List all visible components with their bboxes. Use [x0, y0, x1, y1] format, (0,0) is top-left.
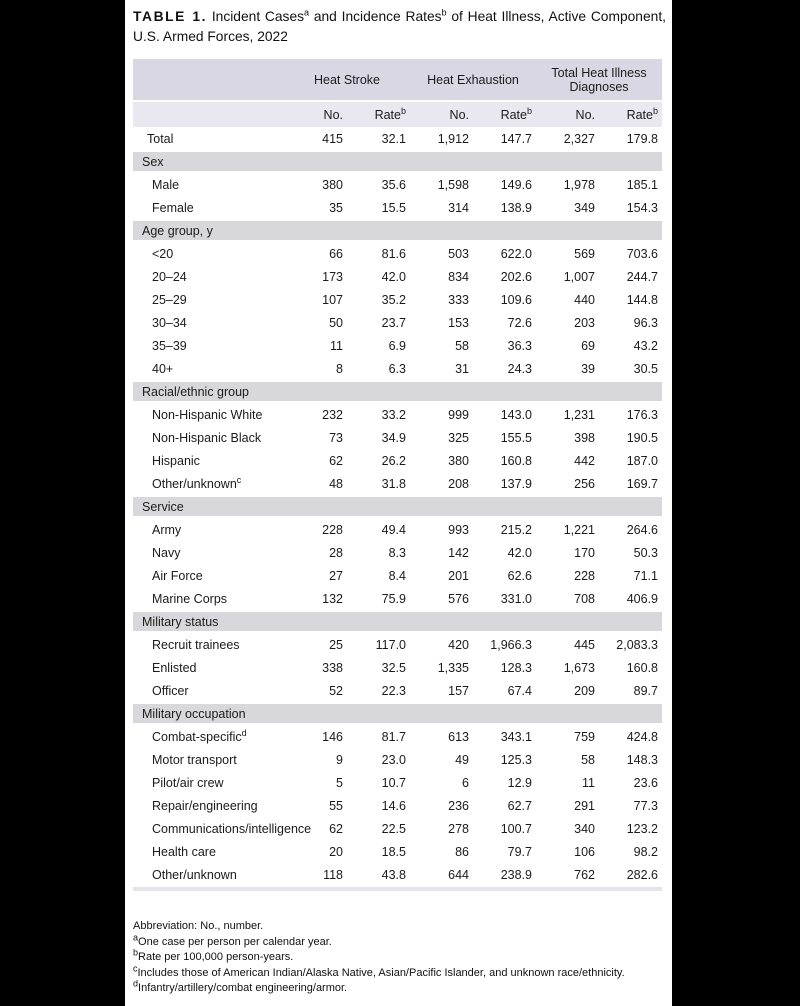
cell-value: 349 [574, 200, 595, 215]
cell-value: 185.1 [626, 177, 658, 192]
cell-value: 77.3 [633, 798, 658, 813]
cell-value: 62 [329, 821, 343, 836]
cell-value: 62 [329, 453, 343, 468]
footnote-line: $^a$One case per person per calendar year. [133, 931, 332, 948]
column-group-total-heat-illness: Total Heat Illness Diagnoses [551, 65, 647, 94]
row-label: Health care [152, 844, 216, 859]
cell-value: 23.6 [633, 775, 658, 790]
section-row [133, 150, 662, 173]
row-footnote-marker: d [241, 727, 247, 738]
cell-value: 18.5 [381, 844, 406, 859]
cell-value: 143.0 [500, 407, 532, 422]
cell-value: 264.6 [626, 522, 658, 537]
cell-value: 1,598 [437, 177, 469, 192]
cell-value: 62.6 [507, 568, 532, 583]
cell-value: 98.2 [633, 844, 658, 859]
cell-value: 703.6 [626, 246, 658, 261]
cell-value: 644 [448, 867, 469, 882]
cell-value: 442 [574, 453, 595, 468]
rate-footnote-marker: b [400, 105, 406, 116]
table-row [133, 173, 662, 196]
table-row [133, 771, 662, 794]
section-row [133, 495, 662, 518]
cell-value: 49.4 [381, 522, 406, 537]
title-segment: Incident Cases [207, 9, 305, 24]
cell-value: 32.5 [381, 660, 406, 675]
cell-value: 8 [336, 361, 343, 376]
header-spacer [133, 59, 284, 100]
cell-value: 123.2 [626, 821, 658, 836]
cell-value: 30.5 [633, 361, 658, 376]
section-row [133, 219, 662, 242]
section-row [133, 702, 662, 725]
cell-value: 282.6 [626, 867, 658, 882]
cell-value: 32.1 [381, 131, 406, 146]
cell-value: 34.9 [381, 430, 406, 445]
table-row [133, 357, 662, 380]
cell-value: 154.3 [626, 200, 658, 215]
cell-value: 138.9 [500, 200, 532, 215]
cell-value: 58 [581, 752, 595, 767]
page-title [133, 7, 666, 47]
cell-value: 236 [448, 798, 469, 813]
table-row [133, 518, 662, 541]
cell-value: 69 [581, 338, 595, 353]
subheader-rate: Rate$^b$ [500, 105, 532, 122]
cell-value: 86 [455, 844, 469, 859]
footnote-marker: a [133, 931, 139, 942]
cell-value: 1,966.3 [490, 637, 532, 652]
cell-value: 331.0 [500, 591, 532, 606]
title-footnote-marker: a [304, 7, 310, 18]
table-row [133, 656, 662, 679]
table-row [133, 564, 662, 587]
row-label: Army [152, 522, 182, 537]
cell-value: 9 [336, 752, 343, 767]
cell-value: 33.2 [381, 407, 406, 422]
cell-value: 79.7 [507, 844, 532, 859]
rate-footnote-marker: b [652, 105, 658, 116]
table-row [133, 725, 662, 748]
cell-value: 96.3 [633, 315, 658, 330]
cell-value: 146 [322, 729, 343, 744]
row-label: Motor transport [152, 752, 237, 767]
cell-value: 43.2 [633, 338, 658, 353]
cell-value: 291 [574, 798, 595, 813]
row-label: Repair/engineering [152, 798, 258, 813]
cell-value: 190.5 [626, 430, 658, 445]
section-row [133, 380, 662, 403]
cell-value: 55 [329, 798, 343, 813]
cell-value: 62.7 [507, 798, 532, 813]
cell-value: 28 [329, 545, 343, 560]
cell-value: 72.6 [507, 315, 532, 330]
column-group-heat-stroke: Heat Stroke [313, 72, 380, 87]
cell-value: 759 [574, 729, 595, 744]
cell-value: 380 [448, 453, 469, 468]
table-row [133, 472, 662, 495]
cell-value: 36.3 [507, 338, 532, 353]
section-label: Sex [133, 152, 662, 171]
cell-value: 993 [448, 522, 469, 537]
subheader-no: No. [575, 107, 595, 122]
cell-value: 118 [323, 867, 343, 882]
cell-value: 23.0 [381, 752, 406, 767]
cell-value: 100.7 [500, 821, 532, 836]
cell-value: 14.6 [381, 798, 406, 813]
cell-value: 6.9 [388, 338, 406, 353]
table-row [133, 541, 662, 564]
title-footnote-marker: b [441, 7, 447, 18]
cell-value: 81.6 [381, 246, 406, 261]
cell-value: 137.9 [500, 476, 532, 491]
row-label: 35–39 [152, 338, 187, 353]
cell-value: 1,673 [563, 660, 595, 675]
column-group-heat-exhaustion: Heat Exhaustion [427, 72, 519, 87]
cell-value: 39 [581, 361, 595, 376]
cell-value: 149.6 [500, 177, 532, 192]
cell-value: 343.1 [500, 729, 532, 744]
section-label: Military occupation [133, 704, 662, 723]
cell-value: 75.9 [381, 591, 406, 606]
row-label: Total [147, 131, 174, 146]
cell-value: 43.8 [381, 867, 406, 882]
heat-illness-table [133, 59, 662, 891]
cell-value: 314 [448, 200, 469, 215]
table-row [133, 196, 662, 219]
cell-value: 325 [448, 430, 469, 445]
title-segment: and Incidence Rates [309, 9, 442, 24]
cell-value: 708 [574, 591, 595, 606]
row-label: Non-Hispanic White [152, 407, 263, 422]
cell-value: 440 [574, 292, 595, 307]
cell-value: 50 [329, 315, 343, 330]
row-label: 25–29 [152, 292, 187, 307]
table-row [133, 449, 662, 472]
cell-value: 208 [448, 476, 469, 491]
cell-value: 147.7 [500, 131, 532, 146]
cell-value: 106 [574, 844, 595, 859]
cell-value: 170 [574, 545, 595, 560]
cell-value: 834 [448, 269, 469, 284]
cell-value: 26.2 [381, 453, 406, 468]
cell-value: 66 [329, 246, 343, 261]
row-label: Pilot/air crew [152, 775, 224, 790]
cell-value: 576 [448, 591, 469, 606]
cell-value: 31 [455, 361, 469, 376]
cell-value: 81.7 [381, 729, 406, 744]
cell-value: 6 [462, 775, 469, 790]
cell-value: 42.0 [507, 545, 532, 560]
row-label: Enlisted [152, 660, 197, 675]
subheader-no: No. [323, 107, 343, 122]
row-label: 20–24 [152, 269, 187, 284]
row-label: <20 [152, 246, 174, 261]
cell-value: 27 [329, 568, 343, 583]
cell-value: 398 [574, 430, 595, 445]
cell-value: 22.3 [381, 683, 406, 698]
row-label: Navy [152, 545, 181, 560]
document-page [125, 0, 672, 1006]
table-subheader-row [133, 102, 662, 127]
cell-value: 35 [329, 200, 343, 215]
cell-value: 128.3 [500, 660, 532, 675]
cell-value: 8.3 [388, 545, 406, 560]
table-row [133, 817, 662, 840]
cell-value: 1,912 [437, 131, 469, 146]
table-row [133, 587, 662, 610]
cell-value: 31.8 [381, 476, 406, 491]
cell-value: 406.9 [626, 591, 658, 606]
cell-value: 503 [448, 246, 469, 261]
cell-value: 1,231 [563, 407, 595, 422]
cell-value: 203 [574, 315, 595, 330]
row-label: Officer [152, 683, 189, 698]
cell-value: 201 [448, 568, 469, 583]
cell-value: 35.2 [381, 292, 406, 307]
cell-value: 569 [574, 246, 595, 261]
table-row [133, 748, 662, 771]
row-label: 40+ [152, 361, 174, 376]
cell-value: 209 [574, 683, 595, 698]
table-row [133, 426, 662, 449]
footnote-marker: d [133, 978, 139, 989]
cell-value: 228 [322, 522, 343, 537]
table-row [133, 403, 662, 426]
cell-value: 10.7 [381, 775, 406, 790]
cell-value: 6.3 [388, 361, 406, 376]
cell-value: 333 [448, 292, 469, 307]
cell-value: 157 [448, 683, 469, 698]
cell-value: 622.0 [500, 246, 532, 261]
cell-value: 2,327 [563, 131, 595, 146]
cell-value: 173 [322, 269, 343, 284]
row-footnote-marker: c [236, 474, 242, 485]
cell-value: 42.0 [381, 269, 406, 284]
cell-value: 125.3 [500, 752, 532, 767]
table-body [133, 127, 662, 886]
cell-value: 52 [329, 683, 343, 698]
subheader-rate: Rate$^b$ [626, 105, 658, 122]
cell-value: 155.5 [500, 430, 532, 445]
row-label: Male [152, 177, 180, 192]
cell-value: 132 [322, 591, 343, 606]
table-row [133, 679, 662, 702]
cell-value: 148.3 [626, 752, 658, 767]
cell-value: 160.8 [500, 453, 532, 468]
cell-value: 179.8 [626, 131, 658, 146]
footnote-marker: b [133, 947, 139, 958]
cell-value: 232 [322, 407, 343, 422]
cell-value: 153 [448, 315, 469, 330]
cell-value: 228 [574, 568, 595, 583]
cell-value: 12.9 [507, 775, 532, 790]
row-label: Combat-specific$^d$ [152, 727, 247, 744]
cell-value: 2,083.3 [616, 637, 658, 652]
cell-value: 1,335 [437, 660, 469, 675]
table-row [133, 334, 662, 357]
table-row [133, 311, 662, 334]
page-title-text [133, 9, 666, 44]
footnote-line: Abbreviation: No., number. [133, 920, 264, 932]
cell-value: 340 [574, 821, 595, 836]
cell-value: 445 [574, 637, 595, 652]
row-label: Female [152, 200, 194, 215]
row-label: 30–34 [152, 315, 187, 330]
cell-value: 24.3 [507, 361, 532, 376]
cell-value: 1,978 [563, 177, 595, 192]
rate-footnote-marker: b [526, 105, 532, 116]
cell-value: 49 [455, 752, 469, 767]
cell-value: 202.6 [500, 269, 532, 284]
table-row [133, 265, 662, 288]
cell-value: 58 [455, 338, 469, 353]
table-number-label: TABLE 1. [133, 9, 208, 24]
table-row [133, 127, 662, 150]
cell-value: 25 [329, 637, 343, 652]
row-label: Other/unknown [152, 867, 237, 882]
cell-value: 107 [322, 292, 343, 307]
section-label: Military status [133, 612, 662, 631]
cell-value: 415 [322, 131, 343, 146]
footnote-line: $^b$Rate per 100,000 person-years. [133, 947, 294, 963]
cell-value: 142 [448, 545, 469, 560]
cell-value: 11 [582, 775, 595, 790]
table-row [133, 288, 662, 311]
row-label: Marine Corps [152, 591, 228, 606]
table-row [133, 633, 662, 656]
cell-value: 613 [448, 729, 469, 744]
cell-value: 35.6 [381, 177, 406, 192]
table-row [133, 242, 662, 265]
footnote-marker: c [133, 962, 138, 973]
table-bottom-rule [133, 887, 662, 891]
row-label: Hispanic [152, 453, 200, 468]
cell-value: 169.7 [626, 476, 658, 491]
cell-value: 424.8 [626, 729, 658, 744]
cell-value: 215.2 [500, 522, 532, 537]
row-label: Non-Hispanic Black [152, 430, 262, 445]
cell-value: 187.0 [626, 453, 658, 468]
cell-value: 762 [574, 867, 595, 882]
table-row [133, 794, 662, 817]
cell-value: 1,221 [563, 522, 595, 537]
cell-value: 238.9 [500, 867, 532, 882]
title-segment: of Heat Illness, Active Component, U.S. Armed Forces, 2022 [133, 9, 666, 44]
cell-value: 420 [448, 637, 469, 652]
subheader-rate: Rate$^b$ [374, 105, 406, 122]
cell-value: 73 [329, 430, 343, 445]
cell-value: 256 [574, 476, 595, 491]
cell-value: 109.6 [500, 292, 532, 307]
section-label: Age group, y [133, 221, 662, 240]
cell-value: 380 [322, 177, 343, 192]
cell-value: 50.3 [633, 545, 658, 560]
section-label: Service [133, 497, 662, 516]
row-label: Other/unknown$^c$ [152, 474, 242, 491]
cell-value: 20 [329, 844, 343, 859]
footnote-line: $^d$Infantry/artillery/combat engineering/armor. [133, 978, 348, 994]
cell-value: 5 [336, 775, 343, 790]
cell-value: 71.1 [633, 568, 658, 583]
cell-value: 48 [329, 476, 343, 491]
subheader-no: No. [449, 107, 469, 122]
cell-value: 22.5 [381, 821, 406, 836]
section-label: Racial/ethnic group [133, 382, 662, 401]
table-header-groups [133, 59, 662, 100]
table-row [133, 863, 662, 886]
cell-value: 23.7 [381, 315, 406, 330]
cell-value: 338 [322, 660, 343, 675]
row-label: Recruit trainees [152, 637, 240, 652]
cell-value: 1,007 [563, 269, 595, 284]
cell-value: 117.0 [375, 637, 406, 652]
cell-value: 144.8 [626, 292, 658, 307]
footnote-line: $^c$Includes those of American Indian/Alaska Native, Asian/Pacific Islander, and unknown race/ethnicity. [133, 962, 625, 979]
cell-value: 89.7 [633, 683, 658, 698]
cell-value: 67.4 [507, 683, 532, 698]
cell-value: 999 [448, 407, 469, 422]
cell-value: 8.4 [388, 568, 406, 583]
table-row [133, 840, 662, 863]
row-label: Air Force [152, 568, 203, 583]
cell-value: 176.3 [626, 407, 658, 422]
footnotes [133, 919, 666, 997]
cell-value: 244.7 [626, 269, 658, 284]
cell-value: 15.5 [381, 200, 406, 215]
cell-value: 278 [448, 821, 469, 836]
cell-value: 11 [330, 338, 343, 353]
cell-value: 160.8 [626, 660, 658, 675]
row-label: Communications/intelligence [152, 821, 312, 836]
section-row [133, 610, 662, 633]
